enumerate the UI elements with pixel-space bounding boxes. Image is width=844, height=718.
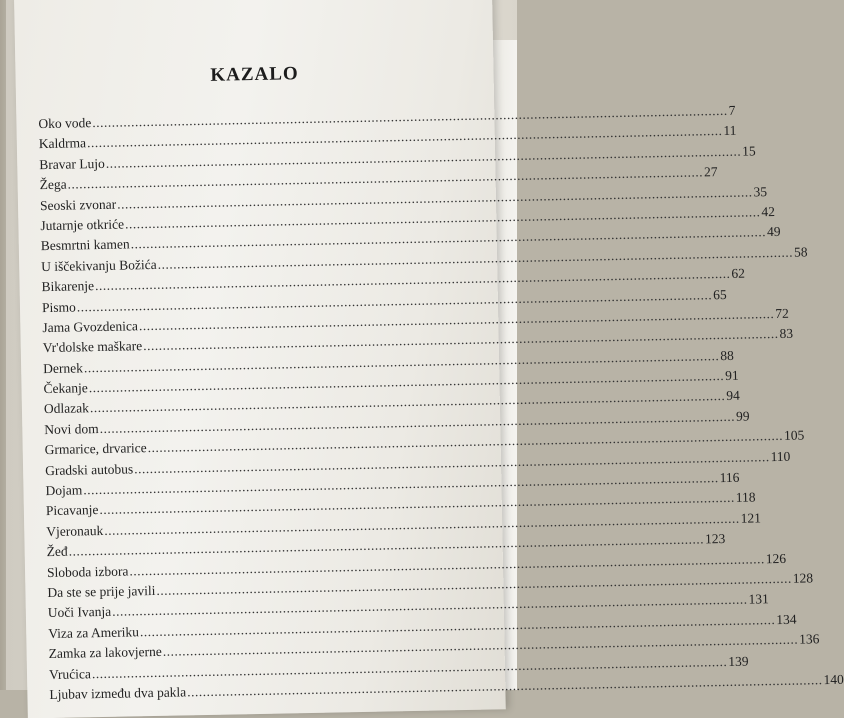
toc-entry-title: Da ste se prije javili [47,582,156,601]
toc-entry-page-number: 11 [723,123,737,139]
toc-entry-title: Seoski zvonar [39,196,117,213]
table-of-contents [38,102,844,705]
toc-entry-title: Viza za Ameriku [48,624,140,641]
toc-entry-title: Ljubav između dva pakla [49,684,187,702]
toc-entry-page-number: 110 [770,448,791,464]
toc-entry-page-number: 7 [728,102,736,118]
toc-entry-page-number: 99 [735,408,750,424]
toc-entry-page-number: 65 [712,286,727,302]
toc-entry-title: Gradski autobus [44,461,134,478]
toc-entry-title: Dernek [43,360,84,376]
toc-entry-title: Oko vode [38,115,92,132]
toc-entry-title: Dojam [45,482,83,499]
toc-entry-page-number: 88 [720,347,734,363]
toc-entry-title: Zamka za lakovjerne [48,644,162,662]
toc-entry-title: Odlazak [43,400,90,417]
toc-entry-page-number: 49 [766,224,781,240]
toc-entry-page-number: 116 [719,469,740,486]
book-page [14,0,844,718]
toc-entry-title: Kaldrma [38,135,87,152]
toc-entry-page-number: 105 [783,427,805,444]
toc-entry-title: Grmarice, drvarice [44,440,147,458]
toc-entry-page-number: 72 [775,305,789,321]
toc-entry-title: Vr'dolske maškare [42,338,143,356]
toc-entry-page-number: 118 [735,489,756,506]
toc-entry-page-number: 128 [792,570,814,586]
toc-entry-page-number: 139 [728,653,749,669]
toc-entry-page-number: 27 [703,164,718,180]
toc-entry-page-number: 91 [725,367,739,384]
toc-entry-page-number: 126 [765,550,787,566]
toc-entry-page-number: 94 [726,388,740,404]
toc-entry-page-number: 58 [793,244,808,260]
toc-entry-title: Bikarenje [41,278,95,295]
toc-entry-page-number: 35 [753,183,768,199]
toc-entry-page-number: 62 [731,265,746,281]
toc-entry-title: Vrućica [48,665,92,682]
toc-entry-title: Čekanje [43,380,88,397]
toc-entry-title: Žeđ [46,543,68,560]
toc-entry-page-number: 134 [776,611,797,627]
toc-entry-title: Bravar Lujo [39,155,105,172]
toc-entry-title: Vjeronauk [46,522,104,539]
toc-entry-title: Žega [39,176,67,193]
toc-entry-page-number: 136 [799,631,820,647]
toc-entry-page-number: 131 [748,591,769,607]
toc-entry-title: U iščekivanju Božića [41,256,157,274]
toc-entry-page-number: 140 [823,671,844,688]
toc-entry-title: Novi dom [44,420,99,437]
toc-entry-page-number: 121 [740,510,762,526]
toc-entry-page-number: 83 [779,325,794,342]
toc-entry-page-number: 42 [761,203,776,220]
toc-entry-title: Sloboda izbora [46,563,129,580]
toc-entry-title: Pismo [41,298,76,315]
toc-entry-page-number: 15 [742,143,756,159]
toc-entry-page-number: 123 [704,531,726,547]
toc-entry-title: Besmrtni kamen [40,236,130,254]
toc-entry-title: Jama Gvozdenica [42,318,139,336]
toc-entry-title: Uoči Ivanja [47,604,112,621]
toc-entry-title: Jutarnje otkriće [40,216,125,234]
toc-entry-title: Picavanje [45,502,99,519]
page-title: KAZALO [210,63,299,86]
